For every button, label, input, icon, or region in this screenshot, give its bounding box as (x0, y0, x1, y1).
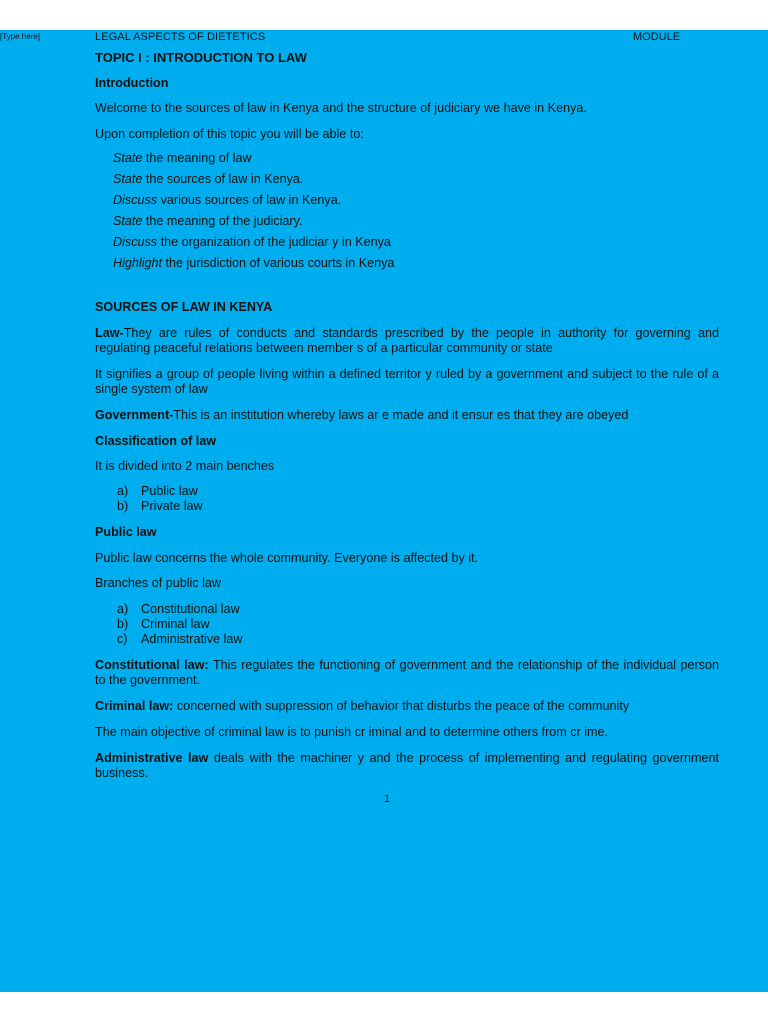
topic-title: TOPIC I : INTRODUCTION TO LAW (95, 50, 307, 65)
public-law-text: Public law concerns the whole community. Everyone is affected by it. (95, 551, 479, 565)
constitutional-law-definition: Constitutional law: This regulates the functioning of government and the relationship of the individual person to the government. (95, 658, 719, 687)
branches-label: Branches of public law (95, 576, 222, 590)
classification-heading: Classification of law (95, 434, 217, 448)
completion-text: Upon completion of this topic you will be able to: (95, 127, 364, 141)
introduction-heading: Introduction (95, 76, 169, 90)
objective-item: State the sources of law in Kenya. (113, 172, 304, 186)
administrative-law-definition: Administrative law deals with the machiner y and the process of implementing and regulating government business. (95, 751, 720, 780)
objective-item: State the meaning of law (113, 151, 252, 165)
classification-text: It is divided into 2 main benches (95, 459, 275, 473)
list-item: a) Constitutional law (117, 602, 240, 616)
header-module-title: LEGAL ASPECTS OF DIETETICS (95, 31, 266, 43)
list-item: c) Administrative law (117, 632, 243, 646)
branches-list (95, 602, 719, 647)
government-definition: Government-This is an institution whereby laws ar e made and it ensur es that they are obeyed (95, 408, 629, 422)
sources-heading: SOURCES OF LAW IN KENYA (95, 300, 273, 314)
header-placeholder-tag: [Type here] (0, 32, 41, 41)
welcome-text: Welcome to the sources of law in Kenya and the structure of judiciary we have in Kenya. (95, 101, 587, 115)
header-module-label: MODULE (633, 31, 681, 43)
list-item: b) Criminal law (117, 617, 210, 631)
classification-list (95, 484, 719, 514)
public-law-heading: Public law (95, 525, 157, 539)
objective-item: Discuss various sources of law in Kenya. (113, 193, 342, 207)
list-item: a) Public law (117, 484, 198, 498)
list-item: b) Private law (117, 499, 203, 513)
objective-item: Highlight the jurisdiction of various courts in Kenya (113, 256, 395, 270)
administrative-law-term: Administrative law (95, 751, 209, 765)
page-number: 1 (384, 793, 391, 805)
law-term: Law- (95, 326, 124, 340)
government-term: Government- (95, 408, 174, 422)
constitutional-law-term: Constitutional law: (95, 658, 213, 672)
law-definition: Law-They are rules of conducts and standards prescribed by the people in authority for governing and regulating peaceful relations between member s of a particular community or state (95, 326, 719, 355)
objective-item: Discuss the organization of the judiciar y in Kenya (113, 235, 391, 249)
criminal-law-term: Criminal law: (95, 699, 174, 713)
document-body (95, 50, 719, 781)
objective-item: State the meaning of the judiciary. (113, 214, 303, 228)
signifies-text: It signifies a group of people living within a defined territor y ruled by a government and subject to the rule of a single system of law (95, 367, 719, 396)
criminal-law-definition: Criminal law: concerned with suppression of behavior that disturbs the peace of the community (95, 699, 630, 713)
criminal-law-objective: The main objective of criminal law is to punish cr iminal and to determine others from cr ime. (95, 725, 609, 739)
objectives-list (95, 148, 719, 274)
